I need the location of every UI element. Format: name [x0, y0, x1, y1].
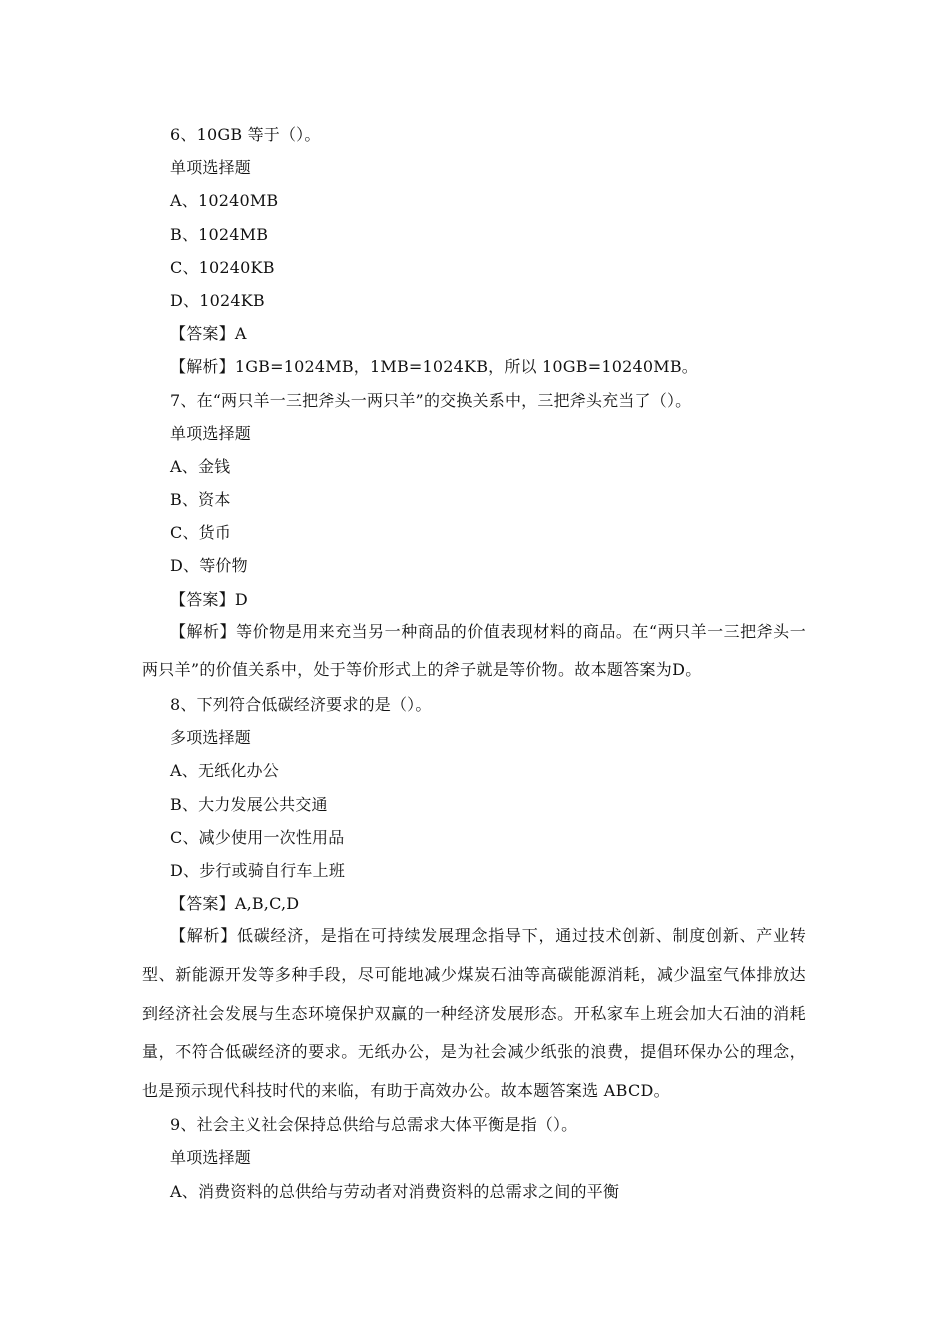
answer-value: D — [234, 589, 248, 609]
question-6-option-c: C、10240KB — [170, 257, 275, 277]
question-8-answer — [0, 887, 950, 920]
question-6-answer — [0, 317, 950, 350]
question-7-option-a: A、金钱 — [170, 456, 231, 476]
analysis-label: 【解析】 — [170, 621, 237, 641]
document-page — [0, 118, 950, 1208]
question-9-stem: 9、社会主义社会保持总供给与总需求大体平衡是指（）。 — [170, 1115, 578, 1135]
analysis-text: 等价物是用来充当另一种商品的价值表现材料的商品。在“两只羊一三把斧头一两只羊”的价值关系中，处于等价形式上的斧子就是等价物。故本题答案为D。 — [142, 621, 806, 680]
analysis-text: 1GB=1024MB，1MB=1024KB，所以 10GB=10240MB。 — [234, 357, 698, 377]
question-8-analysis — [0, 917, 806, 1110]
question-6-type: 单项选择题 — [170, 158, 252, 178]
question-6-stem: 6、10GB 等于（）。 — [170, 125, 321, 144]
question-7-option-d: D、等价物 — [170, 556, 248, 576]
question-7-answer — [0, 583, 950, 616]
question-8-option-b: B、大力发展公共交通 — [170, 794, 328, 814]
analysis-label: 【解析】 — [170, 357, 235, 377]
answer-label: 【答案】 — [170, 894, 235, 914]
question-7-stem: 7、在“两只羊一三把斧头一两只羊”的交换关系中，三把斧头充当了（）。 — [170, 390, 692, 410]
question-9-option-a: A、消费资料的总供给与劳动者对消费资料的总需求之间的平衡 — [170, 1181, 620, 1201]
question-8-option-c: C、减少使用一次性用品 — [170, 827, 345, 847]
question-6-analysis — [0, 350, 950, 383]
question-6-option-d: D、1024KB — [170, 290, 265, 310]
analysis-text: 低碳经济，是指在可持续发展理念指导下，通过技术创新、制度创新、产业转型、新能源开发等多种手段，尽可能地减少煤炭石油等高碳能源消耗，减少温室气体排放达到经济社会发展与生态环境保护双赢的一种经济发展形态。开私家车上班会加大石油的消耗量，不符合低碳经济的要求。无纸办公，是为社会减少纸张的浪费，提倡环保办公的理念，也是预示现代科技时代的来临，有助于高效办公。故本题答案选 ABCD。 — [142, 926, 807, 1100]
answer-label: 【答案】 — [170, 589, 235, 609]
question-9-type: 单项选择题 — [170, 1148, 252, 1168]
answer-label: 【答案】 — [170, 324, 235, 344]
question-8-option-a: A、无纸化办公 — [170, 761, 279, 781]
question-8-option-d: D、步行或骑自行车上班 — [170, 860, 346, 880]
question-6-option-a: A、10240MB — [170, 191, 279, 211]
question-6-option-b: B、1024MB — [170, 224, 269, 244]
question-8-type: 多项选择题 — [170, 728, 252, 748]
question-7-type: 单项选择题 — [170, 423, 252, 443]
question-7-option-b: B、资本 — [170, 490, 231, 510]
answer-value: A — [234, 324, 247, 344]
answer-value: A,B,C,D — [234, 894, 300, 914]
question-8-stem: 8、下列符合低碳经济要求的是（）。 — [170, 695, 432, 714]
analysis-label: 【解析】 — [170, 926, 237, 946]
question-7-option-c: C、货币 — [170, 523, 232, 543]
question-7-analysis — [0, 613, 806, 690]
